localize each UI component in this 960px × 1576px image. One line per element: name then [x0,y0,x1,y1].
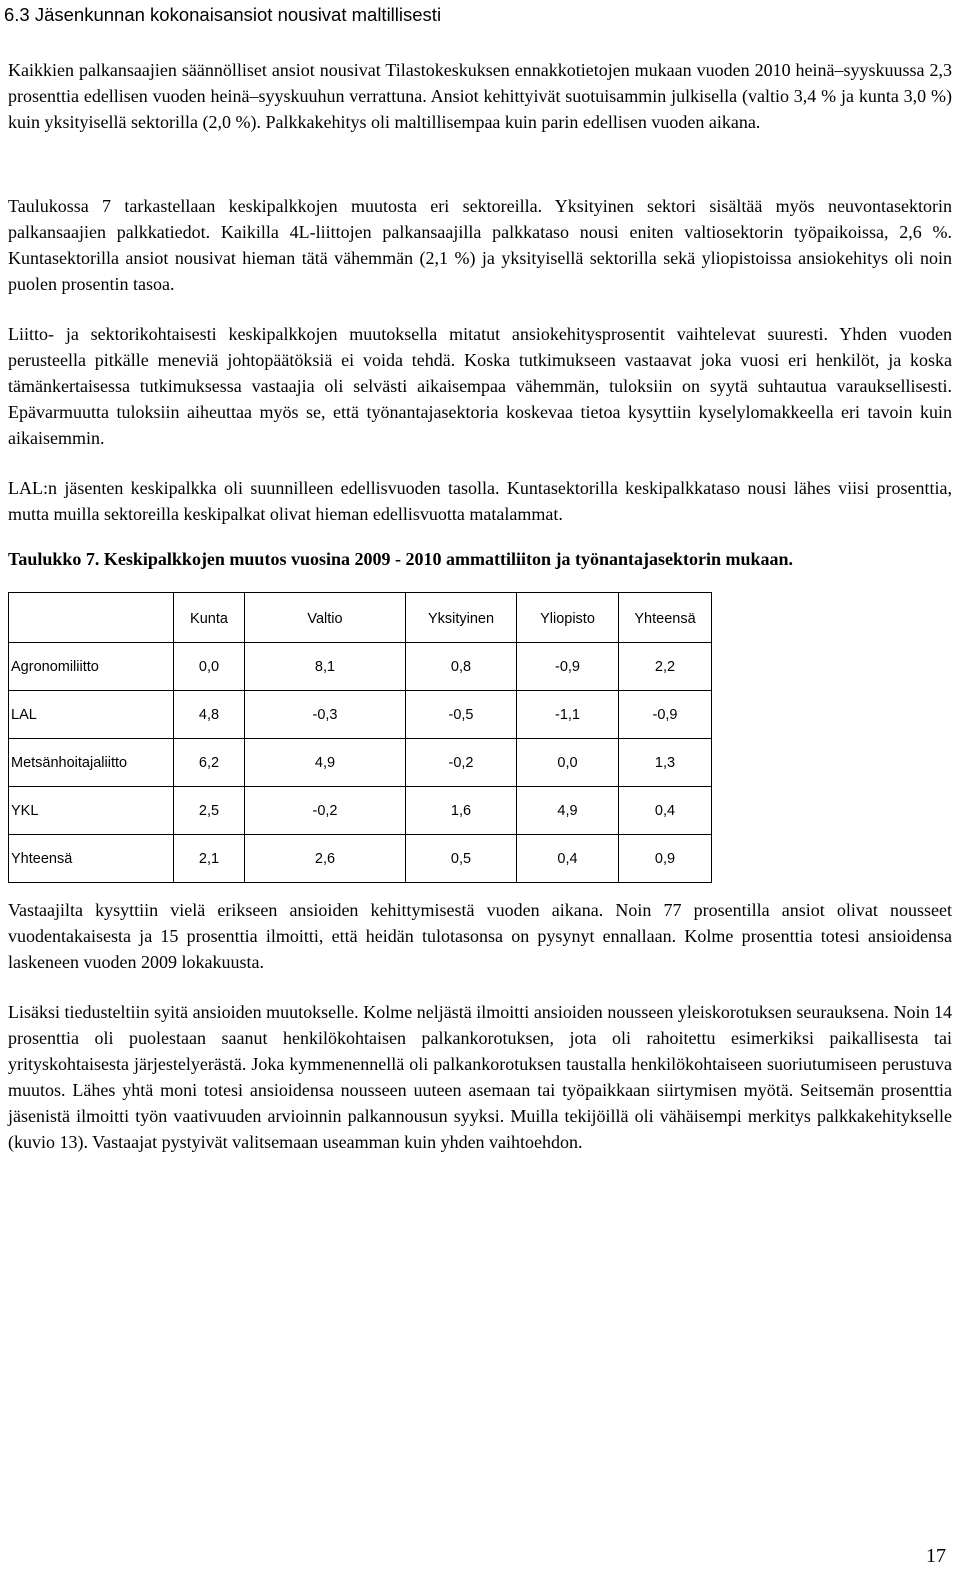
table-cell: -0,2 [245,787,406,835]
table-cell: 8,1 [245,643,406,691]
paragraph-5: Vastaajilta kysyttiin vielä erikseen ansioiden kehittymisestä vuoden aikana. Noin 77 prosentilla ansiot olivat nousseet vuodentakaisesta ja 15 prosenttia ilmoitti, että heidän tulotasonsa on pysynyt ennallaan. Kolme prosenttia totesi ansioidensa laskeneen vuoden 2009 lokakuusta. [8,900,952,972]
paragraph-1: Kaikkien palkansaajien säännölliset ansiot nousivat Tilastokeskuksen ennakkotietojen mukaan vuoden 2010 heinä–syyskuussa 2,3 prosenttia edellisen vuoden heinä–syyskuuhun verrattuna. Ansiot kehittyivät suotuisammin julkisella (valtio 3,4 % ja kunta 3,0 %) kuin yksityisellä sektorilla (2,0 %). Palkkakehitys oli maltillisempaa kuin parin edellisen vuoden aikana. [8,60,952,132]
table-row [9,787,712,835]
section-heading: 6.3 Jäsenkunnan kokonaisansiot nousivat maltillisesti [4,4,442,25]
table-row [9,739,712,787]
table-cell: -0,5 [406,691,517,739]
row-label: YKL [9,787,174,835]
paragraph-6: Lisäksi tiedusteltiin syitä ansioiden muutokselle. Kolme neljästä ilmoitti ansioiden nousseen yleiskorotuksen seurauksena. Noin 14 prosenttia oli puolestaan saanut henkilökohtaisen palkankorotuksen, jota oli rahoitettu esimerkiksi paikallisesta tai yrityskohtaisesta järjestelyerästä. Joka kymmenennellä oli palkankorotuksen taustalla henkilökohtaiseen suoriutumiseen perustuva muutos. Lähes yhtä moni totesi ansioidensa nousseen uuteen asemaan tai työpaikkaan siirtymisen myötä. Seitsemän prosenttia jäsenistä ilmoitti työn vaativuuden arvioinnin palkannousun syyksi. Muilla tekijöillä oli vähäisempi merkitys palkkakehitykselle (kuvio 13). Vastaajat pystyivät valitsemaan useamman kuin yhden vaihtoehdon. [8,1002,952,1152]
paragraph-2: Taulukossa 7 tarkastellaan keskipalkkojen muutosta eri sektoreilla. Yksityinen sektori sisältää myös neuvontasektorin palkansaajien palkkatiedot. Kaikilla 4L-liittojen palkansaajilla palkkataso nousi eniten valtiosektorin työpaikoissa, 2,6 %. Kuntasektorilla ansiot nousivat hieman tätä vähemmän (2,1 %) ja yksityisellä sektorilla sekä yliopistoissa ansiokehitys oli noin puolen prosentin tasoa. [8,196,952,294]
row-label: Agronomiliitto [9,643,174,691]
table-cell: -0,3 [245,691,406,739]
table-cell: 1,3 [619,739,712,787]
column-header: Kunta [174,593,245,643]
table-corner-cell [9,593,174,643]
table-cell: 2,1 [174,835,245,883]
row-label: LAL [9,691,174,739]
table-cell: -0,9 [517,643,619,691]
table-cell: 1,6 [406,787,517,835]
table-cell: 0,4 [517,835,619,883]
row-label: Metsänhoitajaliitto [9,739,174,787]
table-cell: 0,9 [619,835,712,883]
table-row [9,691,712,739]
column-header: Yksityinen [406,593,517,643]
column-header: Valtio [245,593,406,643]
table-cell: 0,5 [406,835,517,883]
table-row [9,643,712,691]
table-cell: 4,8 [174,691,245,739]
page-number: 17 [926,1545,946,1567]
column-header: Yliopisto [517,593,619,643]
table-cell: 0,4 [619,787,712,835]
table-cell: -1,1 [517,691,619,739]
table-header-row [9,593,712,643]
table-cell: 0,0 [174,643,245,691]
table-cell: 4,9 [517,787,619,835]
table-cell: 2,2 [619,643,712,691]
table-caption: Taulukko 7. Keskipalkkojen muutos vuosina 2009 - 2010 ammattiliiton ja työnantajasektorin mukaan. [8,549,793,569]
table-cell: 0,8 [406,643,517,691]
table-cell: 2,5 [174,787,245,835]
paragraph-4: LAL:n jäsenten keskipalkka oli suunnilleen edellisvuoden tasolla. Kuntasektorilla keskipalkkataso nousi lähes viisi prosenttia, mutta muilla sektoreilla keskipalkat olivat hieman edellisvuotta matalammat. [8,478,952,524]
column-header: Yhteensä [619,593,712,643]
table-row [9,835,712,883]
table-cell: 6,2 [174,739,245,787]
table-cell: -0,2 [406,739,517,787]
salary-change-table [8,592,712,883]
paragraph-3: Liitto- ja sektorikohtaisesti keskipalkkojen muutoksella mitatut ansiokehitysprosentit vaihtelevat suuresti. Yhden vuoden perusteella pitkälle meneviä johtopäätöksiä ei voida tehdä. Koska tutkimukseen vastaavat joka vuosi eri henkilöt, ja koska tämänkertaisessa tutkimuksessa vastaajia oli selvästi aikaisempaa vähemmän, tuloksiin on syytä suhtautua varauksellisesti. Epävarmuutta tuloksiin aiheuttaa myös se, että työnantajasektoria koskevaa tietoa kysyttiin kyselylomakkeella eri tavoin kuin aikaisemmin. [8,324,952,448]
table-cell: 4,9 [245,739,406,787]
table-cell: 2,6 [245,835,406,883]
table-cell: -0,9 [619,691,712,739]
row-label: Yhteensä [9,835,174,883]
table-cell: 0,0 [517,739,619,787]
